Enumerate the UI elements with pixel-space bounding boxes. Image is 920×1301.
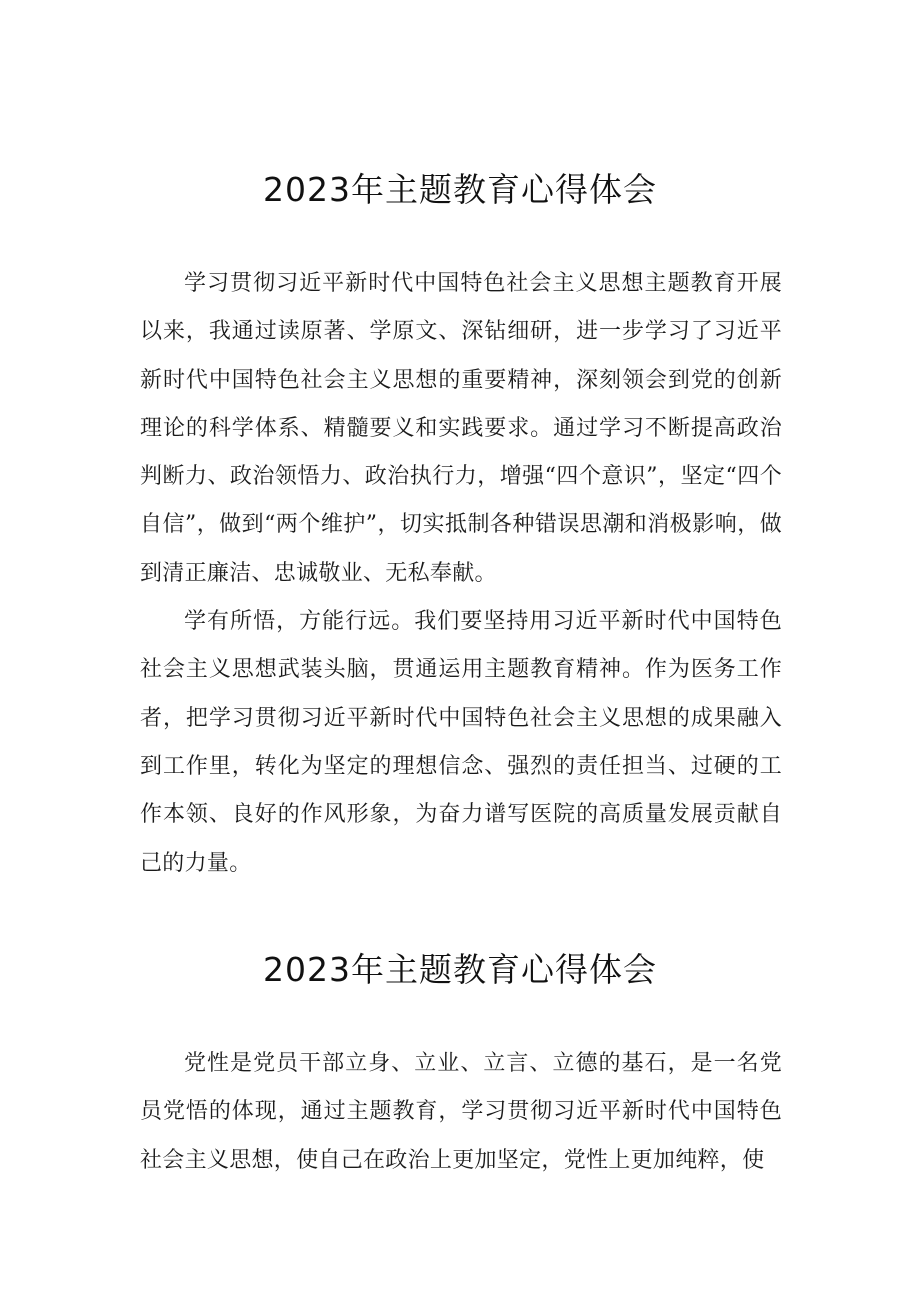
section-1-paragraph-2: 学有所悟，方能行远。我们要坚持用习近平新时代中国特色社会主义思想武装头脑，贯通运用主题教育精神。作为医务工作者，把学习贯彻习近平新时代中国特色社会主义思想的成果融入到工作里，转化为坚定的理想信念、强烈的责任担当、过硬的工作本领、良好的作风形象，为奋力谱写医院的高质量发展贡献自己的力量。 xyxy=(140,609,782,876)
section-2-body xyxy=(140,1040,782,1185)
section-2-title: 2023年主题教育心得体会 xyxy=(263,950,657,989)
section-2-paragraph-1: 党性是党员干部立身、立业、立言、立德的基石，是一名党员党悟的体现，通过主题教育，学习贯彻习近平新时代中国特色社会主义思想，使自己在政治上更加坚定，党性上更加纯粹，使 xyxy=(140,1051,782,1173)
section-1-title: 2023年主题教育心得体会 xyxy=(263,170,657,209)
section-1-paragraph-1: 学习贯彻习近平新时代中国特色社会主义思想主题教育开展以来，我通过读原著、学原文、深钻细研，进一步学习了习近平新时代中国特色社会主义思想的重要精神，深刻领会到党的创新理论的科学体系、精髓要义和实践要求。通过学习不断提高政治判断力、政治领悟力、政治执行力，增强“四个意识”，坚定“四个自信”，做到“两个维护”，切实抵制各种错误思潮和消极影响，做到清正廉洁、忠诚敬业、无私奉献。 xyxy=(140,271,782,586)
section-1-body xyxy=(140,260,782,888)
